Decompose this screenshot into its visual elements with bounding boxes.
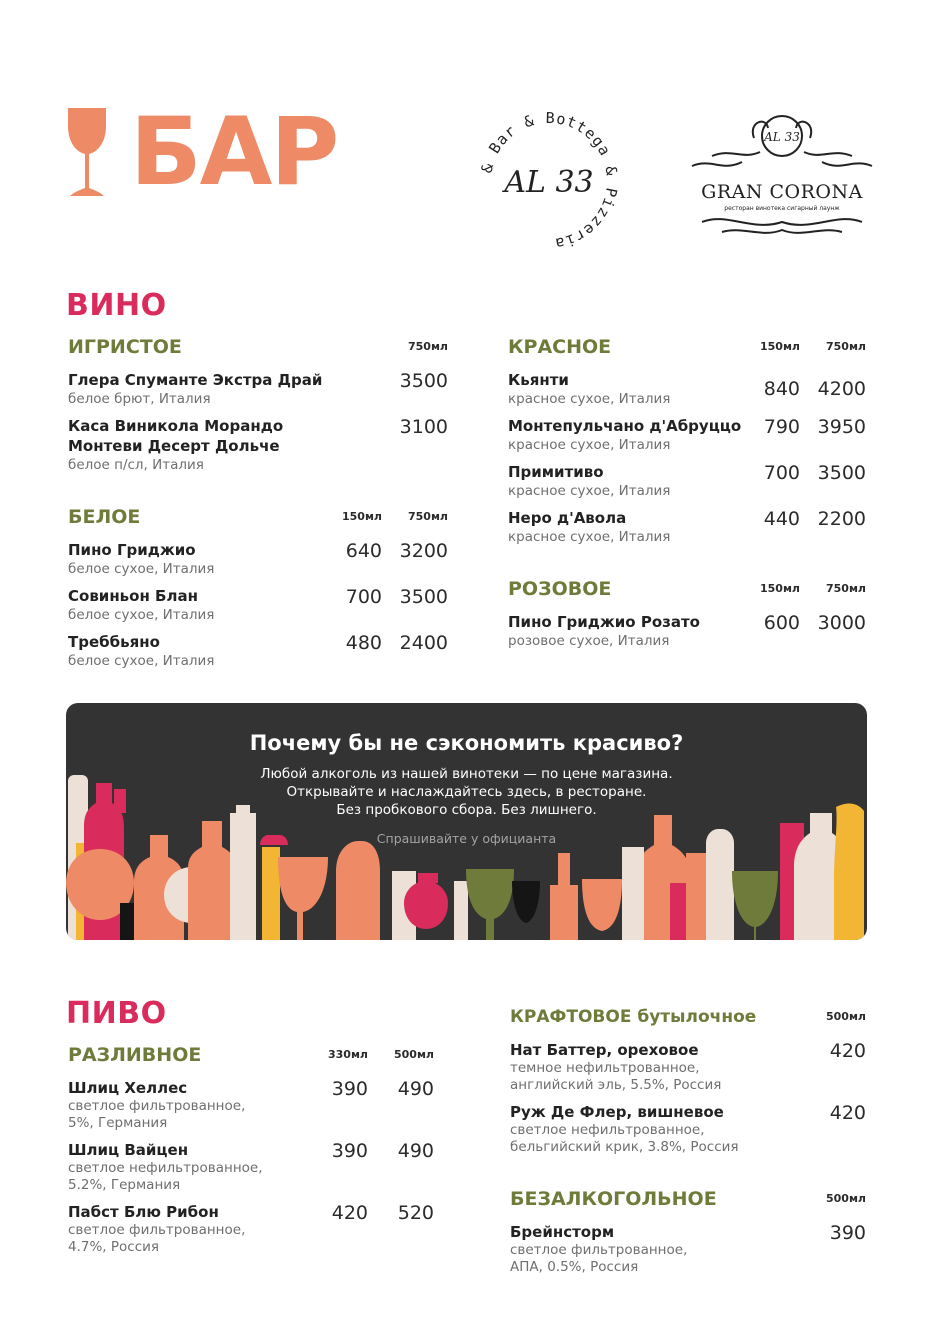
price-330: 390 xyxy=(331,1140,368,1162)
sparkling-header xyxy=(68,334,448,360)
white-header xyxy=(68,504,448,530)
promo-line: Открывайте и наслаждайтесь здесь, в ресторане. xyxy=(286,784,647,800)
wine-left-column xyxy=(68,334,448,678)
item-desc: белое п/сл, Италия xyxy=(68,457,204,473)
price-500: 420 xyxy=(829,1040,866,1062)
price-330: 420 xyxy=(331,1202,368,1224)
menu-item xyxy=(508,462,870,500)
price-500: 490 xyxy=(397,1078,434,1100)
craft-header xyxy=(510,1004,870,1030)
menu-item xyxy=(510,1040,870,1094)
menu-item xyxy=(508,370,870,408)
price-750: 2200 xyxy=(817,508,866,530)
item-name: Кьянти xyxy=(508,371,569,389)
price-750: 3500 xyxy=(399,586,448,608)
promo-line: Без пробкового сбора. Без лишнего. xyxy=(336,802,597,818)
category-craft: КРАФТОВОЕ бутылочное xyxy=(510,1007,757,1027)
al33-logo xyxy=(476,108,622,254)
menu-item xyxy=(508,416,870,454)
item-desc: красное сухое, Италия xyxy=(508,529,671,545)
gran-corona-tagline: ресторан винотека сигарный лаунж xyxy=(724,205,840,212)
wine-section-title: ВИНО xyxy=(66,288,167,323)
price-150: 790 xyxy=(763,416,800,438)
item-name: Нат Баттер, ореховое xyxy=(510,1041,699,1059)
price-750: 3100 xyxy=(399,416,448,438)
promo-title: Почему бы не сэкономить красиво? xyxy=(249,731,684,755)
item-name: Неро д'Авола xyxy=(508,509,627,527)
price-500: 520 xyxy=(397,1202,434,1224)
price-500: 490 xyxy=(397,1140,434,1162)
category-non-alcoholic: БЕЗАЛКОГОЛЬНОЕ xyxy=(510,1188,717,1210)
vol-500-label: 500мл xyxy=(825,1192,866,1205)
menu-item xyxy=(68,632,448,670)
beer-section-title: ПИВО xyxy=(66,996,167,1031)
price-150: 840 xyxy=(763,378,800,400)
item-name: Совиньон Блан xyxy=(68,587,198,605)
menu-item xyxy=(510,1102,870,1156)
item-desc: красное сухое, Италия xyxy=(508,391,671,407)
price-500: 420 xyxy=(829,1102,866,1124)
item-name: Каса Виникола Морандо Монтеви Десерт Дольче xyxy=(68,417,284,455)
gran-corona-name: GRAN CORONA xyxy=(701,181,863,203)
vol-150-label: 150мл xyxy=(759,582,800,595)
price-150: 640 xyxy=(345,540,382,562)
nonalc-header xyxy=(510,1186,870,1212)
promo-note: Спрашивайте у официанта xyxy=(376,831,557,846)
price-750: 3000 xyxy=(817,612,866,634)
rose-header xyxy=(508,576,870,602)
promo-banner xyxy=(66,703,867,940)
beer-right-column xyxy=(510,1004,870,1284)
wine-glass-icon xyxy=(66,108,108,198)
menu-item xyxy=(508,508,870,546)
category-white: БЕЛОЕ xyxy=(68,506,141,528)
price-500: 390 xyxy=(829,1222,866,1244)
price-750: 4200 xyxy=(817,378,866,400)
item-desc: светлое фильтрованное, 4.7%, Россия xyxy=(68,1222,246,1255)
gran-corona-logo xyxy=(682,108,882,244)
item-name: Монтепульчано д'Абруццо xyxy=(508,417,742,435)
item-desc: белое сухое, Италия xyxy=(68,607,215,623)
item-name: Примитиво xyxy=(508,463,604,481)
draft-header xyxy=(68,1042,438,1068)
vol-750-label: 750мл xyxy=(825,340,866,353)
item-name: Пабст Блю Рибон xyxy=(68,1203,219,1221)
item-name: Треббьяно xyxy=(68,633,160,651)
item-desc: темное нефильтрованное, английский эль, 5.5%, Россия xyxy=(510,1060,722,1093)
price-150: 440 xyxy=(763,508,800,530)
menu-item xyxy=(68,1140,438,1194)
vol-500-label: 500мл xyxy=(825,1010,866,1023)
vol-150-label: 150мл xyxy=(759,340,800,353)
menu-item xyxy=(510,1222,870,1276)
item-desc: белое брют, Италия xyxy=(68,391,211,407)
price-150: 600 xyxy=(763,612,800,634)
item-desc: светлое нефильтрованное, 5.2%, Германия xyxy=(68,1160,263,1193)
menu-item xyxy=(68,1078,438,1132)
category-draft: РАЗЛИВНОЕ xyxy=(68,1044,202,1066)
menu-item xyxy=(68,370,448,408)
item-name: Пино Гриджио Розато xyxy=(508,613,700,631)
price-150: 480 xyxy=(345,632,382,654)
menu-item xyxy=(508,612,870,650)
vol-150-label: 150мл xyxy=(341,510,382,523)
category-sparkling: ИГРИСТОЕ xyxy=(68,336,182,358)
al33-mark: AL 33 xyxy=(504,165,594,200)
item-desc: светлое фильтрованное, 5%, Германия xyxy=(68,1098,246,1131)
item-desc: розовое сухое, Италия xyxy=(508,633,670,649)
item-name: Шлиц Вайцен xyxy=(68,1141,189,1159)
price-750: 3200 xyxy=(399,540,448,562)
menu-item xyxy=(68,1202,438,1256)
promo-text xyxy=(66,765,867,819)
price-750: 3500 xyxy=(817,462,866,484)
item-name: Шлиц Хеллес xyxy=(68,1079,188,1097)
vol-750-label: 750мл xyxy=(825,582,866,595)
promo-line: Любой алкоголь из нашей винотеки — по цене магазина. xyxy=(260,766,673,782)
vol-750-label: 750мл xyxy=(407,510,448,523)
wine-right-column xyxy=(508,334,870,658)
gran-corona-badge: AL 33 xyxy=(764,130,800,144)
menu-item xyxy=(68,540,448,578)
item-name: Руж Де Флер, вишневое xyxy=(510,1103,724,1121)
category-rose: РОЗОВОЕ xyxy=(508,578,612,600)
page-title: БАР xyxy=(130,98,338,207)
item-desc: светлое фильтрованное, АПА, 0.5%, Россия xyxy=(510,1242,688,1275)
item-desc: белое сухое, Италия xyxy=(68,561,215,577)
vol-500-label: 500мл xyxy=(393,1048,434,1061)
item-name: Пино Гриджио xyxy=(68,541,196,559)
category-red: КРАСНОЕ xyxy=(508,336,612,358)
item-name: Глера Спуманте Экстра Драй xyxy=(68,371,323,389)
menu-item xyxy=(68,586,448,624)
price-150: 700 xyxy=(763,462,800,484)
item-desc: красное сухое, Италия xyxy=(508,483,671,499)
item-name: Брейнсторм xyxy=(510,1223,615,1241)
item-desc: белое сухое, Италия xyxy=(68,653,215,669)
item-desc: красное сухое, Италия xyxy=(508,437,671,453)
item-desc: светлое нефильтрованное, бельгийский крик, 3.8%, Россия xyxy=(510,1122,739,1155)
price-150: 700 xyxy=(345,586,382,608)
beer-left-column xyxy=(68,1042,438,1264)
brand-header xyxy=(66,98,338,207)
al33-arc-text: & Bar & Bottega & Pizzeria xyxy=(477,108,622,253)
price-750: 3500 xyxy=(399,370,448,392)
vol-330-label: 330мл xyxy=(327,1048,368,1061)
price-750: 2400 xyxy=(399,632,448,654)
price-750: 3950 xyxy=(817,416,866,438)
red-header xyxy=(508,334,870,360)
menu-item xyxy=(68,416,448,474)
price-330: 390 xyxy=(331,1078,368,1100)
vol-750-label: 750мл xyxy=(407,340,448,353)
